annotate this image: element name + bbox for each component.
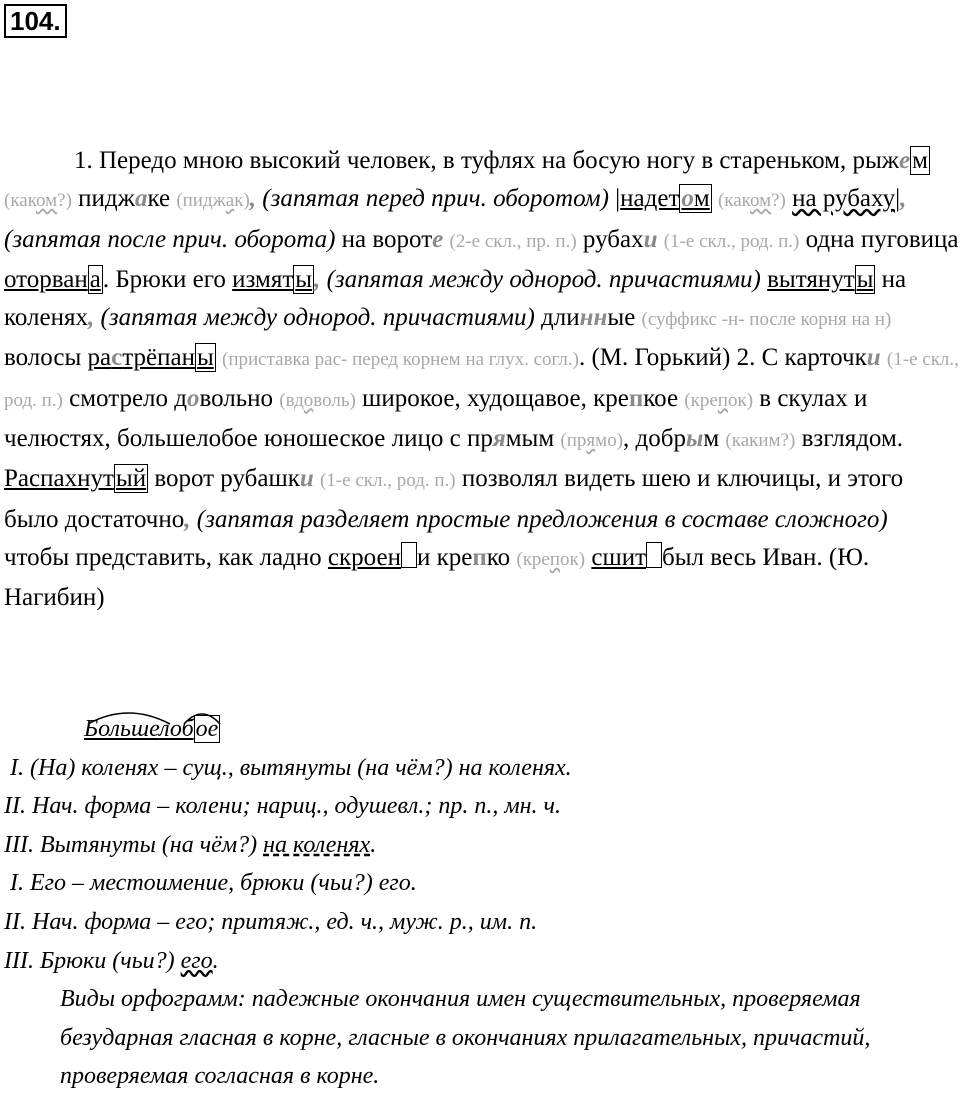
analysis-block [4, 710, 959, 1096]
orthogram-letter: а [134, 185, 148, 213]
analysis-line: III. Вытянуты (на чём?) на коленях. [4, 831, 377, 858]
analysis-line: I. Его – местоимение, брюки (чьи?) его. [10, 870, 417, 897]
hint: (пиджак) [176, 190, 250, 212]
analysis-line: I. (На) коленях – сущ., вытянуты (на чём?) на коленях. [10, 754, 572, 781]
morphemic-analysis: Большелобое [4, 710, 959, 749]
participle-skroen: скроен [327, 543, 401, 571]
hint: (1-е скл., род. п.) [663, 230, 800, 252]
exercise-number: 104. [4, 4, 67, 38]
participle-rastrepany: растрёпаны [87, 344, 214, 372]
participle-vytyanuty: вытянуты [767, 265, 874, 293]
hint: (прямо) [560, 430, 624, 452]
participle-otorvana: оторвана [4, 265, 101, 293]
comment: (запятая между однород. причастиями) [100, 304, 535, 332]
hint: (2-е скл., пр. п.) [449, 230, 577, 252]
text-segment: пидж [78, 185, 135, 213]
empty-ending-box [401, 542, 417, 568]
text-segment: 1. Передо мною высокий человек, в туфлях на босую ногу в стареньком, рыж [74, 147, 900, 174]
orthogram-letter: е [899, 147, 911, 174]
participle-raspahnuty: Распахнутый [4, 465, 147, 493]
participle-shit: сшит [591, 543, 647, 571]
hint: (каком?) [4, 190, 72, 212]
hint: (вдоволь) [279, 389, 356, 411]
hint: (1-е скл., род. п.) [4, 349, 959, 411]
analysis-line: III. Брюки (чьи?) его. [4, 947, 219, 974]
hint: (1-е скл., род. п.) [320, 470, 456, 492]
participle-izmyaty: измяты [232, 265, 313, 293]
empty-ending-box [646, 542, 662, 568]
ending-box: м [912, 147, 928, 174]
participle-nadetom: надетом [620, 185, 710, 213]
exercise-text: 1. Передо мною высокий человек, в туфлях на босую ногу в стареньком, рыжем (каком?) пиджаке (пиджак), (запятая перед прич. оборотом) |надетом (каком?) на рубаху|, (запятая после прич. оборота) на вороте (2-е скл., пр. п.) рубахи (1-е скл., род. п.) одна пуговица оторвана. Брюки его измяты, (запятая между однород. причастиями) вытянуты на коленях, (запятая между однород. причастиями) длинные (суффикс -н- после корня на н) волосы растрёпаны (приставка рас- перед корнем на глух. согл.). (М. Горький) 2. С карточки (1-е скл., род. п.) смотрело довольно (вдоволь) широкое, худощавое, крепкое (крепок) в скулах и челюстях, большелобое юношеское лицо с прямым (прямо), добрым (каким?) взглядом. Распахнутый ворот рубашки (1-е скл., род. п.) позволял видеть шею и ключицы, и этого было достаточно, (запятая разделяет простые предложения в составе сложного) чтобы представить, как ладно скроен и крепко (крепок) сшит был весь Иван. (Ю. Нагибин) [4, 147, 959, 612]
root-arcs [84, 704, 254, 726]
hint: (приставка рас- перед корнем на глух. согл.) [222, 349, 579, 371]
analysis-line: II. Нач. форма – колени; нариц., одушевл.; пр. п., мн. ч. [4, 793, 562, 820]
comment: (запятая между однород. причастиями) [326, 265, 761, 293]
hint: (каком?) [717, 190, 786, 212]
analysis-line: II. Нач. форма – его; притяж., ед. ч., муж. р., им. п. [4, 908, 538, 935]
hint: (каким?) [725, 430, 796, 452]
punctuation-mark: , [249, 185, 257, 213]
hint: (суффикс -н- после корня на н) [641, 309, 892, 331]
hint: (крепок) [684, 389, 754, 411]
hint: (крепок) [516, 548, 586, 570]
comment: (запятая разделяет простые предложения в составе сложного) [196, 505, 888, 533]
orthogram-summary: Виды орфограмм: падежные окончания имен существительных, проверяемая безударная гласная в корне, гласные в окончаниях прилагательных, причастий, проверяемая согласная в корне. [60, 986, 871, 1090]
dependent-phrase: на рубаху [792, 185, 896, 213]
comment: (запятая после прич. оборота) [4, 225, 336, 253]
comment: (запятая перед прич. оборотом) [262, 185, 609, 213]
